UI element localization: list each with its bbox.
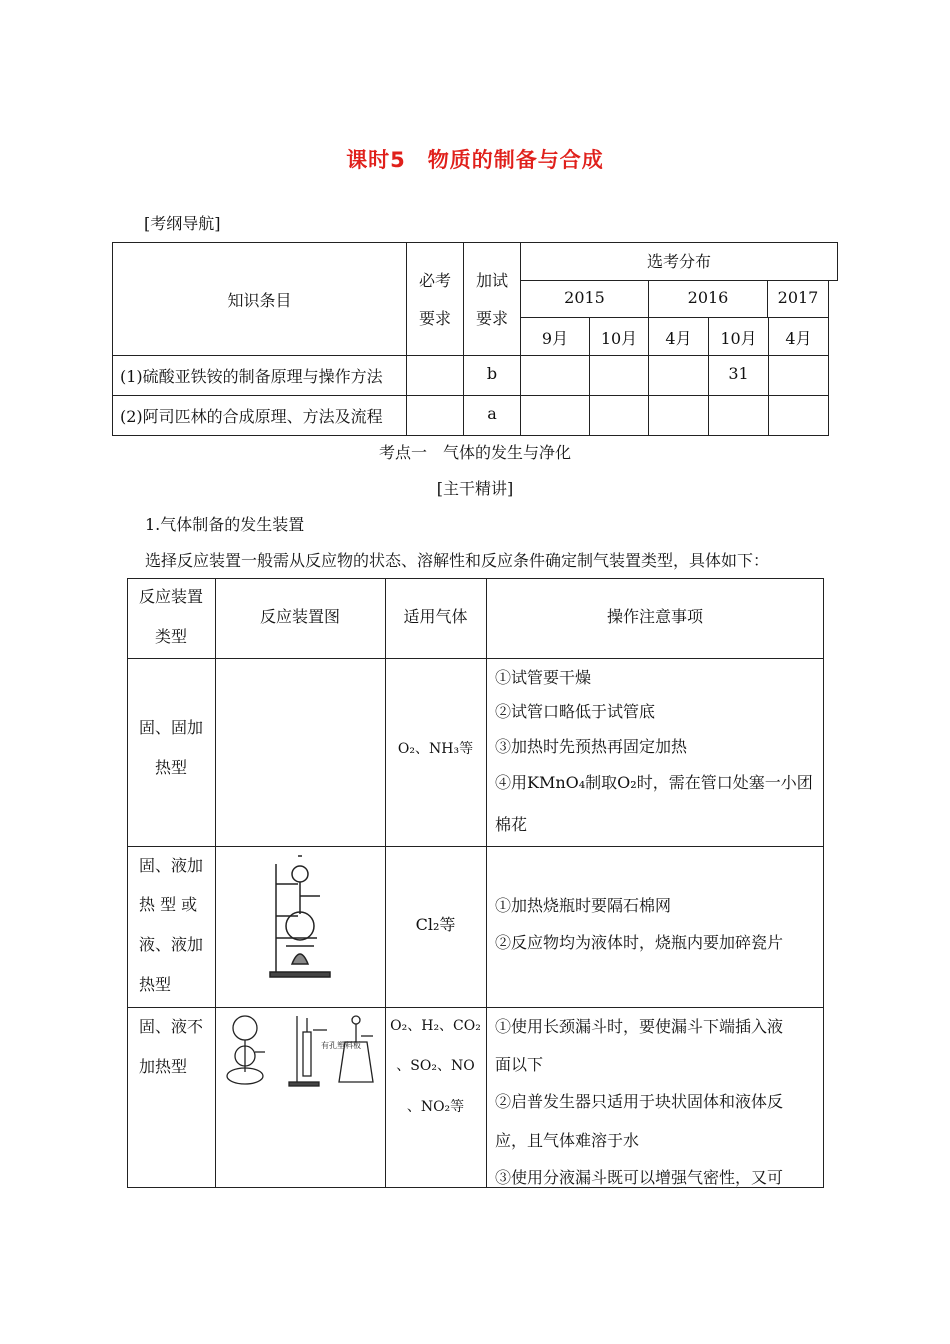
row-gas: O₂、H₂、CO₂ [390,1018,481,1034]
row-note: ①加热烧瓶时要隔石棉网 [495,896,672,915]
row-type: 热型 [154,758,187,777]
row-note: ①使用长颈漏斗时，要使漏斗下端插入液 [495,1017,784,1036]
header-jiashi-1: 加试 [475,271,508,290]
page-title: 课时5 物质的制备与合成 [346,148,604,172]
row-note: ③加热时先预热再固定加热 [495,737,688,756]
row-type: 液、液加 [139,935,204,954]
header-type-1: 反应装置 [138,587,203,606]
row-gas: Cl₂等 [415,915,456,934]
header-distribution: 选考分布 [646,252,711,271]
row-note: ②启普发生器只适用于块状固体和液体反 [495,1092,784,1111]
flask-apparatus-figure [262,854,342,982]
row-gas: O₂、NH₃等 [397,741,474,757]
row-gas: 、NO₂等 [406,1099,465,1115]
row-type: 热型 [139,975,172,994]
row-type: 固、固加 [138,718,203,737]
header-bikao-1: 必考 [418,271,451,290]
table-row-item: (2)阿司匹林的合成原理、方法及流程 [120,407,383,426]
row-gas: 、SO₂、NO [396,1058,475,1074]
header-jiashi-2: 要求 [475,309,508,328]
row-note: 棉花 [495,815,528,834]
header-month: 10月 [720,329,757,348]
header-year-2016: 2016 [687,288,729,307]
section-heading: 考点一 气体的发生与净化 [378,443,571,462]
row-note: ①试管要干燥 [495,668,592,687]
row-type: 加热型 [139,1057,188,1076]
header-knowledge-item: 知识条目 [227,291,292,310]
device-table [127,578,824,1188]
row-note: 应，且气体难溶于水 [495,1131,640,1150]
header-figure: 反应装置图 [259,607,340,626]
kipp-apparatus-figure [223,1012,379,1088]
plate-label: 有孔塑料板 [321,1041,361,1050]
header-month: 4月 [665,329,692,348]
header-month: 9月 [541,329,569,348]
row-note: ④用KMnO₄制取O₂时，需在管口处塞一小团 [495,773,813,792]
header-month: 4月 [785,329,812,348]
table-cell-month: 31 [728,364,749,383]
header-gas: 适用气体 [403,607,468,626]
table-cell-jiashi: a [487,404,497,423]
table-cell-jiashi: b [486,364,498,383]
header-bikao-2: 要求 [418,309,451,328]
row-type: 热 型 或 [139,895,198,914]
row-type: 固、液加 [139,856,204,875]
subheading: 1.气体制备的发生装置 [145,515,305,534]
header-type-2: 类型 [154,627,187,646]
table-row-item: (1)硫酸亚铁铵的制备原理与操作方法 [120,367,383,386]
row-note: 面以下 [495,1055,544,1074]
intro-paragraph: 选择反应装置一般需从反应物的状态、溶解性和反应条件确定制气装置类型，具体如下： [145,551,770,570]
row-note: ②试管口略低于试管底 [495,702,656,721]
row-type: 固、液不 [139,1017,204,1036]
section-label: [考纲导航] [144,214,221,233]
outline-table-wrapper [112,242,839,436]
header-month: 10月 [600,329,638,348]
row-note: ③使用分液漏斗既可以增强气密性，又可 [495,1168,784,1187]
header-year-2017: 2017 [777,288,819,307]
header-notes: 操作注意事项 [606,607,703,626]
header-year-2015: 2015 [564,288,605,307]
subsection-label: [主干精讲] [436,479,514,498]
row-note: ②反应物均为液体时，烧瓶内要加碎瓷片 [495,933,784,952]
